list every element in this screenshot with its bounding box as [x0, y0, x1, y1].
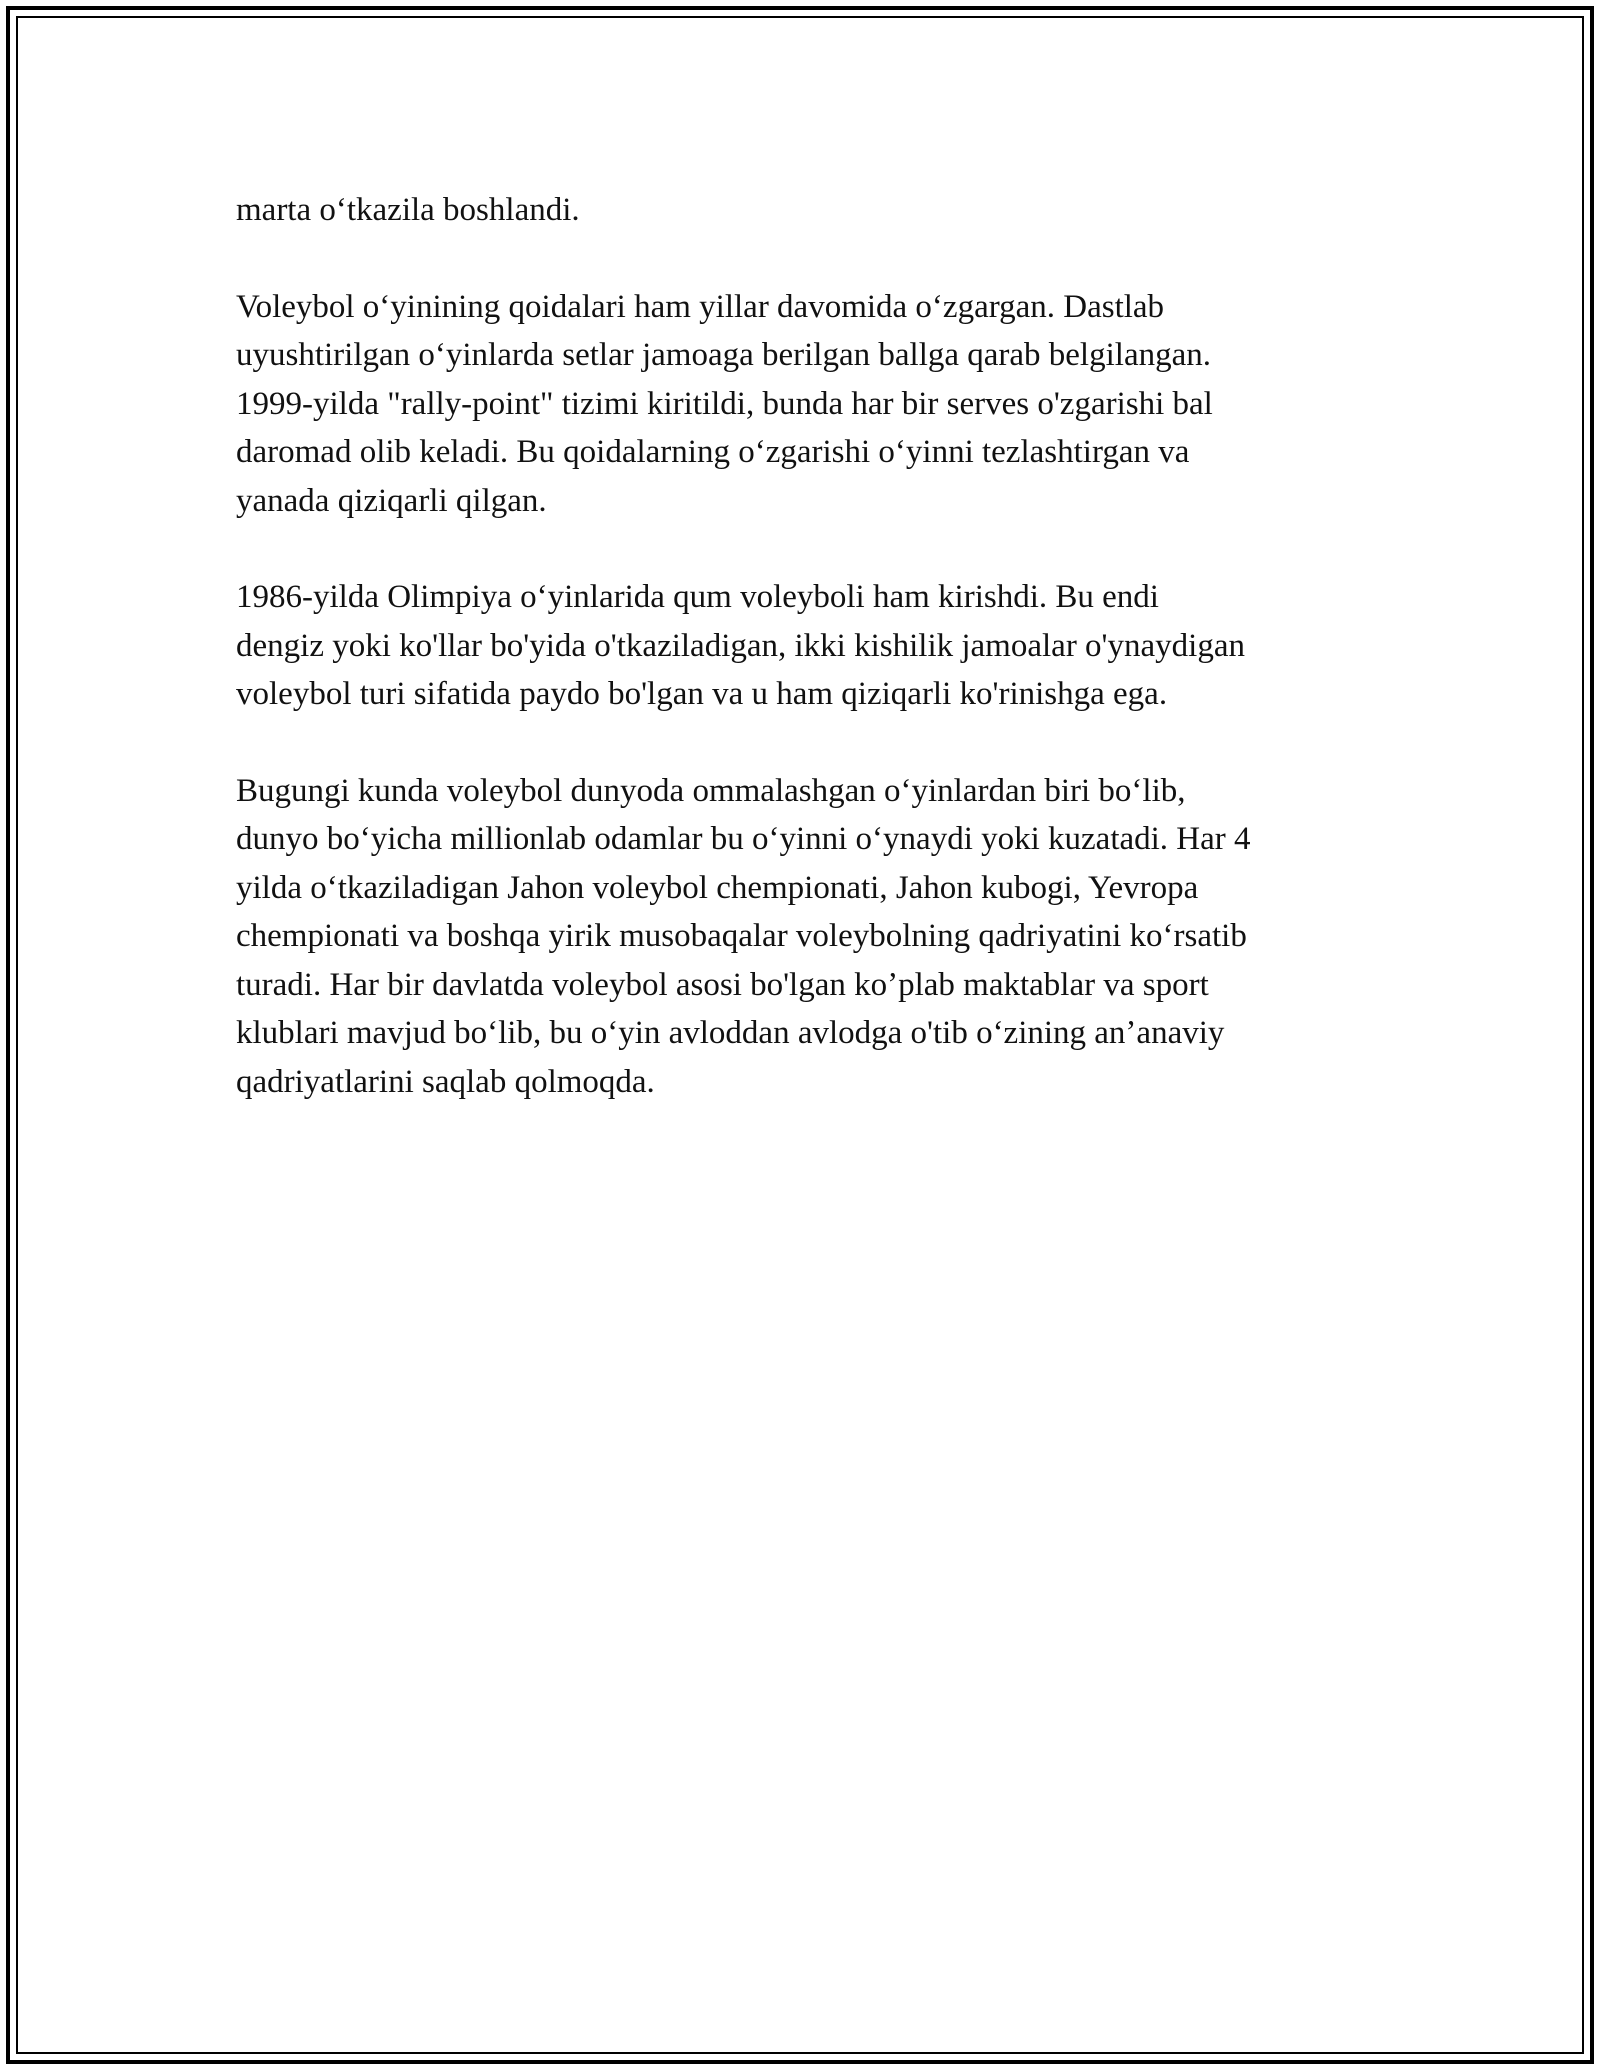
text-line: Voleybol oʻyinining qoidalari ham yillar davomida oʻzgargan. Dastlab — [236, 288, 1165, 325]
text-line: Bugungi kunda voleybol dunyoda ommalashgan oʻyinlardan biri boʻlib, — [236, 772, 1186, 809]
text-line: voleybol turi sifatida paydo bo'lgan va u ham qiziqarli ko'rinishga ega. — [236, 676, 1168, 712]
paragraph-beach-volleyball — [236, 573, 1366, 719]
text-line: 1999-yilda "rally-point" tizimi kiritildi, bunda har bir serves o'zgarishi bal — [236, 385, 1213, 422]
text-line: 1986-yilda Olimpiya oʻyinlarida qum voleyboli ham kirishdi. Bu endi — [236, 579, 1159, 615]
text-line: yanada qiziqarli qilgan. — [236, 482, 547, 519]
text-line: qadriyatlarini saqlab qolmoqda. — [236, 1063, 655, 1100]
text-line: dunyo boʻyicha millionlab odamlar bu oʻyinni oʻynaydi yoki kuzatadi. Har 4 — [236, 821, 1251, 857]
paragraph-continuation — [236, 186, 1366, 235]
text-line: daromad olib keladi. Bu qoidalarning oʻzgarishi oʻyinni tezlashtirgan va — [236, 434, 1190, 470]
text-line: turadi. Har bir davlatda voleybol asosi bo'lgan koʼplab maktablar va sport — [236, 966, 1209, 1003]
text-line: chempionati va boshqa yirik musobaqalar voleybolning qadriyatini koʻrsatib — [236, 918, 1247, 954]
document-body — [236, 186, 1366, 1154]
text-line: yilda oʻtkaziladigan Jahon voleybol chempionati, Jahon kubogi, Yevropa — [236, 869, 1199, 906]
text-line: marta oʻtkazila boshlandi. — [236, 192, 580, 228]
text-line: uyushtirilgan oʻyinlarda setlar jamoaga berilgan ballga qarab belgilangan. — [236, 337, 1211, 373]
paragraph-rules-history — [236, 283, 1366, 526]
paragraph-today — [236, 767, 1366, 1107]
text-line: klublari mavjud boʻlib, bu oʻyin avloddan avlodga o'tib oʻzining anʼanaviy — [236, 1015, 1225, 1051]
text-line: dengiz yoki ko'llar bo'yida o'tkaziladigan, ikki kishilik jamoalar o'ynaydigan — [236, 627, 1245, 664]
